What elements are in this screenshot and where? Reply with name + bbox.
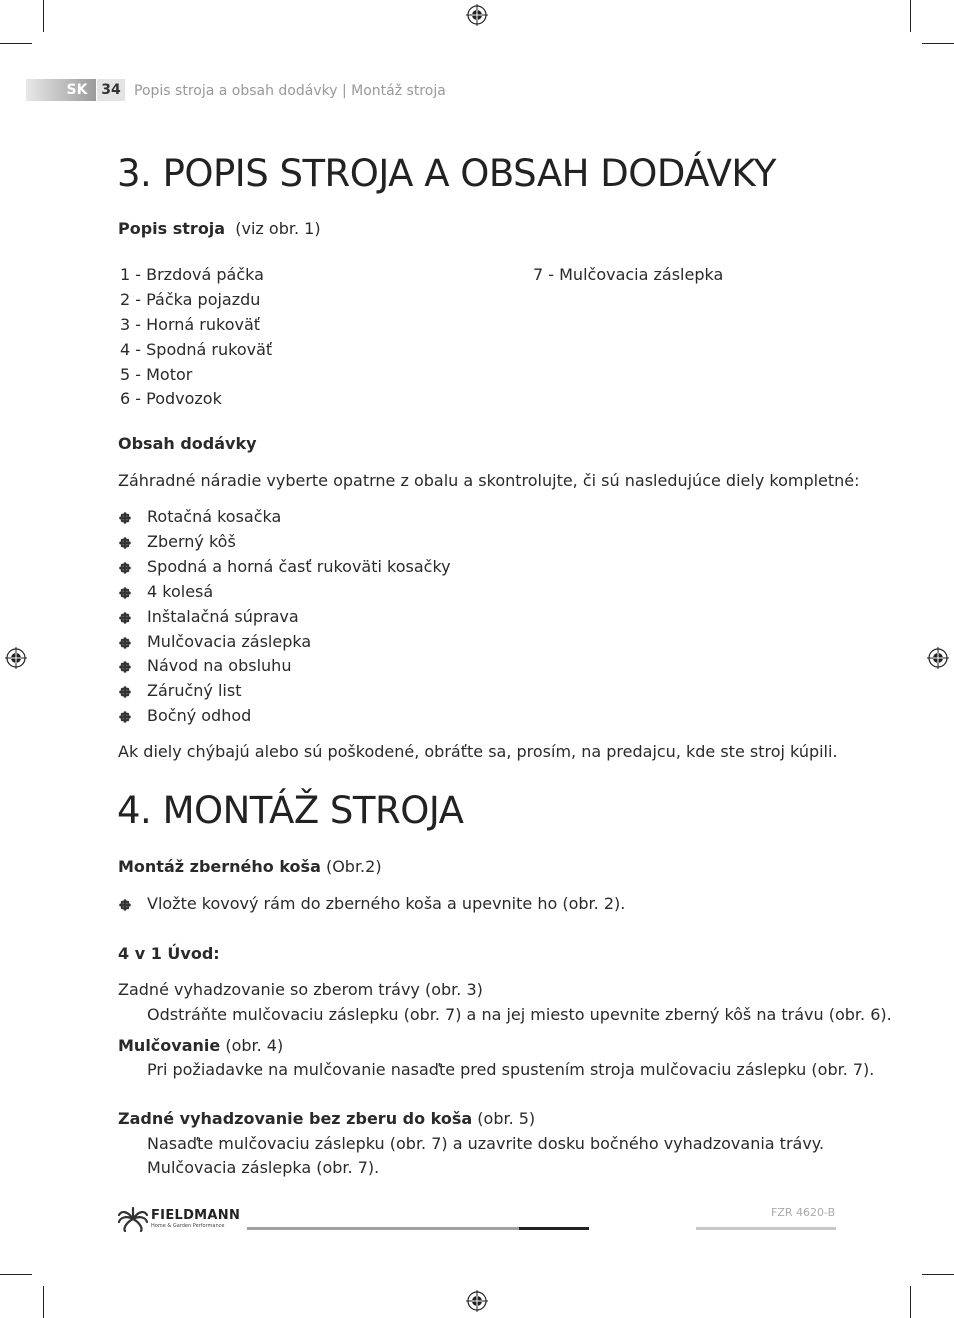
footer-rule xyxy=(696,1227,836,1230)
part-item: 1 - Brzdová páčka xyxy=(120,265,264,284)
delivery-item: Zberný kôš xyxy=(147,532,236,551)
registration-mark-icon xyxy=(927,647,949,669)
delivery-note: Ak diely chýbajú alebo sú poškodené, obráťte sa, prosím, na predajcu, kde ste stroj kúpili. xyxy=(118,742,838,761)
rear-nocollect-ref: (obr. 5) xyxy=(477,1109,536,1128)
page-number: 34 xyxy=(97,79,125,101)
delivery-item: Inštalačná súprava xyxy=(147,607,299,626)
delivery-item: Rotačná kosačka xyxy=(147,507,282,526)
machine-description-line xyxy=(118,219,321,239)
rear-nocollect-label: Zadné vyhadzovanie bez zberu do koša xyxy=(118,1109,473,1128)
flower-bullet-icon xyxy=(119,512,131,524)
rear-nocollect-detail: Nasaďte mulčovaciu záslepku (obr. 7) a uzavrite dosku bočného vyhadzovania trávy. xyxy=(147,1134,825,1153)
rear-collect-detail: Odstráňte mulčovaciu záslepku (obr. 7) a na jej miesto upevnite zberný kôš na trávu (obr. 6). xyxy=(147,1005,892,1024)
crop-mark xyxy=(910,0,911,32)
language-code: SK xyxy=(66,82,88,98)
rear-collect-heading: Zadné vyhadzovanie so zberom trávy (obr. 3) xyxy=(118,980,483,999)
flower-bullet-icon xyxy=(119,711,131,723)
flower-bullet-icon xyxy=(119,537,131,549)
running-header-title: Popis stroja a obsah dodávky | Montáž stroja xyxy=(134,83,446,99)
flower-bullet-icon xyxy=(119,612,131,624)
model-number: FZR 4620-B xyxy=(771,1206,836,1219)
crop-mark xyxy=(922,43,954,44)
mulching-detail: Pri požiadavke na mulčovanie nasaďte pred spustením stroja mulčovaciu záslepku (obr. 7). xyxy=(147,1060,875,1079)
flower-bullet-icon xyxy=(119,637,131,649)
delivery-item: Spodná a horná časť rukoväti kosačky xyxy=(147,557,451,576)
mulching-ref: (obr. 4) xyxy=(225,1036,284,1055)
crop-mark xyxy=(43,0,44,32)
basket-assembly-ref: (Obr.2) xyxy=(325,857,382,876)
crop-mark xyxy=(0,43,32,44)
flower-bullet-icon xyxy=(119,686,131,698)
footer-rule xyxy=(247,1227,519,1230)
flower-bullet-icon xyxy=(119,661,131,673)
basket-assembly-label: Montáž zberného koša xyxy=(118,857,321,876)
fieldmann-logo-icon xyxy=(117,1206,149,1232)
section-3-heading: 3. POPIS STROJA A OBSAH DODÁVKY xyxy=(117,152,776,195)
section-4-heading: 4. MONTÁŽ STROJA xyxy=(117,789,464,832)
footer-rule-gap xyxy=(589,1227,696,1230)
delivery-item: 4 kolesá xyxy=(147,582,214,601)
rear-nocollect-detail: Mulčovacia záslepka (obr. 7). xyxy=(147,1158,380,1177)
part-item: 4 - Spodná rukoväť xyxy=(120,340,273,359)
brand-tagline: Home & Garden Performance xyxy=(151,1223,225,1229)
crop-mark xyxy=(910,1286,911,1318)
part-item: 5 - Motor xyxy=(120,365,193,384)
registration-mark-icon xyxy=(466,4,488,26)
brand-name: FIELDMANN xyxy=(151,1208,241,1223)
machine-description-ref: (viz obr. 1) xyxy=(235,219,321,238)
basket-assembly-line xyxy=(118,857,382,877)
intro-4in1-label: 4 v 1 Úvod: xyxy=(118,944,220,963)
delivery-item: Mulčovacia záslepka xyxy=(147,632,312,651)
part-item: 3 - Horná rukoväť xyxy=(120,315,261,334)
crop-mark xyxy=(43,1286,44,1318)
basket-assembly-step: Vložte kovový rám do zberného koša a upevnite ho (obr. 2). xyxy=(147,894,626,913)
registration-mark-icon xyxy=(466,1290,488,1312)
delivery-item: Bočný odhod xyxy=(147,706,252,725)
part-item: 7 - Mulčovacia záslepka xyxy=(533,265,724,284)
mulching-line xyxy=(118,1036,283,1056)
flower-bullet-icon xyxy=(119,562,131,574)
delivery-item: Záručný list xyxy=(147,681,242,700)
crop-mark xyxy=(922,1274,954,1275)
crop-mark xyxy=(0,1274,32,1275)
delivery-item: Návod na obsluhu xyxy=(147,656,292,675)
mulching-label: Mulčovanie xyxy=(118,1036,221,1055)
delivery-intro: Záhradné náradie vyberte opatrne z obalu a skontrolujte, či sú nasledujúce diely kompletné: xyxy=(118,471,860,490)
flower-bullet-icon xyxy=(119,587,131,599)
rear-nocollect-line xyxy=(118,1109,535,1129)
delivery-contents-label: Obsah dodávky xyxy=(118,434,257,453)
registration-mark-icon xyxy=(5,647,27,669)
part-item: 6 - Podvozok xyxy=(120,389,222,408)
part-item: 2 - Páčka pojazdu xyxy=(120,290,261,309)
flower-bullet-icon xyxy=(119,899,131,911)
footer-rule-accent xyxy=(519,1227,589,1230)
machine-description-label: Popis stroja xyxy=(118,219,226,238)
